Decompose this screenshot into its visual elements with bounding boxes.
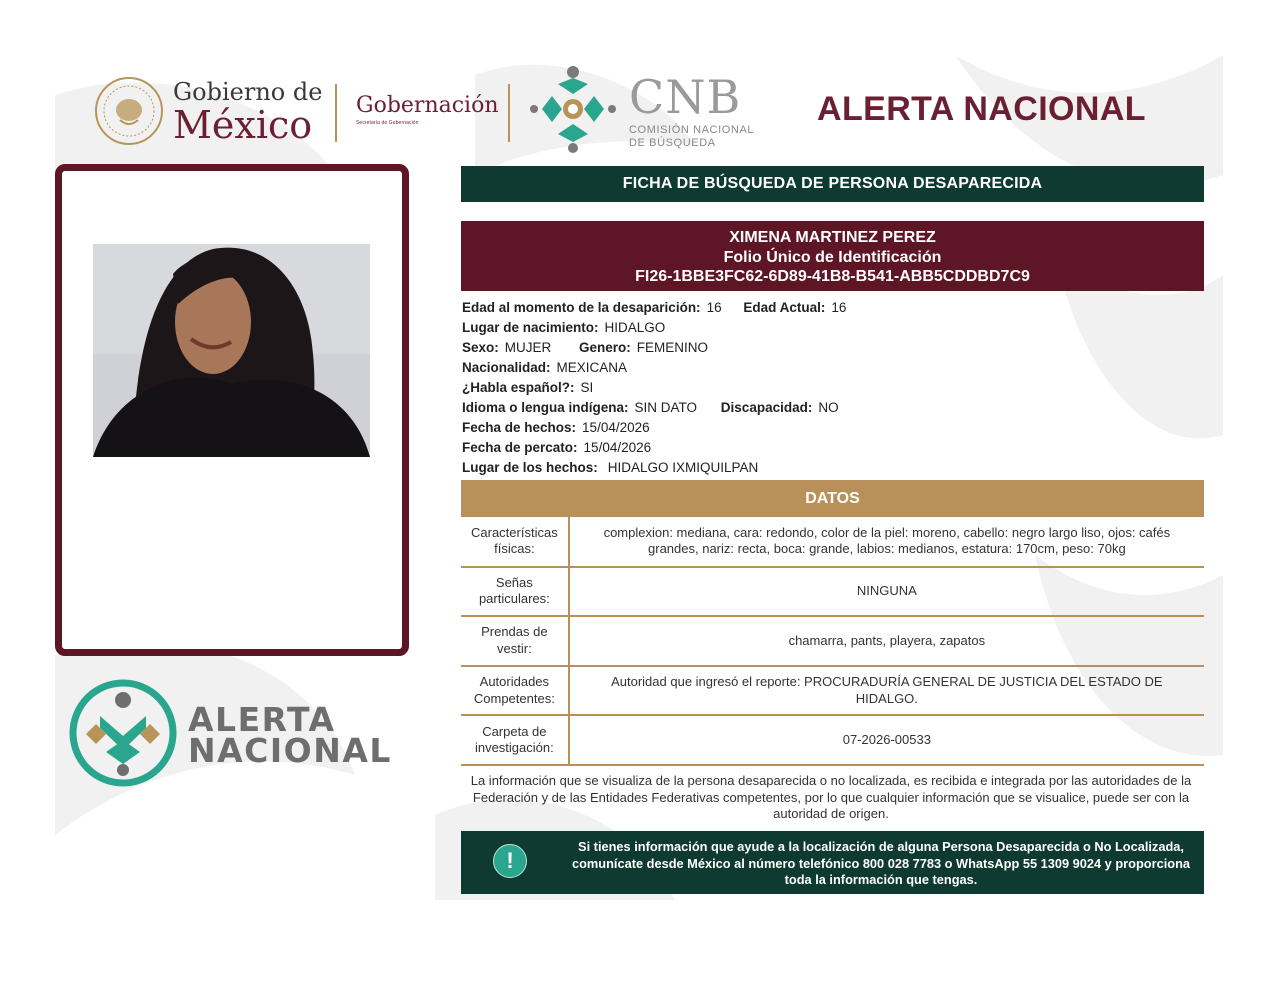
folio-label: Folio Único de Identificación xyxy=(723,248,942,266)
gobierno-de-mexico-logo xyxy=(173,78,323,147)
gobernacion-logo xyxy=(356,93,499,126)
genero-label: Genero: xyxy=(579,340,631,355)
datos-value: 07-2026-00533 xyxy=(569,715,1204,765)
edad-actual-value: 16 xyxy=(831,300,847,315)
contact-footer xyxy=(461,831,1204,894)
alerta-nacional-wordmark xyxy=(188,700,392,770)
edad-value: 16 xyxy=(706,300,722,315)
datos-value: chamarra, pants, playera, zapatos xyxy=(569,616,1204,666)
fecha-percato-label: Fecha de percato: xyxy=(462,440,578,455)
espanol-label: ¿Habla español?: xyxy=(462,380,575,395)
table-row xyxy=(461,517,1204,567)
lugar-hechos-label: Lugar de los hechos: xyxy=(462,460,598,475)
wordmark-line2: NACIONAL xyxy=(188,731,392,770)
disclaimer: La información que se visualiza de la persona desaparecida o no localizada, es recibida e integrada por las autoridades de la Federación y de las Entidades Federativas competentes, por lo que cualquier información que se visualice, puede ser con la autoridad de origen. xyxy=(470,773,1192,821)
gobierno-line2: México xyxy=(173,103,313,147)
alerta-nacional-title: ALERTA NACIONAL xyxy=(817,90,1146,128)
fecha-hechos-label: Fecha de hechos: xyxy=(462,420,577,435)
person-info xyxy=(462,298,846,478)
sexo-label: Sexo: xyxy=(462,340,499,355)
edad-label: Edad al momento de la desaparición: xyxy=(462,300,701,315)
fecha-hechos-value: 15/04/2026 xyxy=(582,420,650,435)
idioma-value: SIN DATO xyxy=(634,400,698,415)
datos-table xyxy=(461,517,1204,766)
nacimiento-label: Lugar de nacimiento: xyxy=(462,320,599,335)
datos-label: Características físicas: xyxy=(461,517,569,567)
gobernacion-name: Gobernación xyxy=(356,93,499,118)
sexo-value: MUJER xyxy=(504,340,552,355)
cnb-line2: DE BÚSQUEDA xyxy=(629,137,716,149)
fecha-percato-value: 15/04/2026 xyxy=(583,440,652,455)
nacionalidad-label: Nacionalidad: xyxy=(462,360,551,375)
escudo-nacional-icon xyxy=(94,76,164,146)
table-row xyxy=(461,567,1204,617)
datos-title: DATOS xyxy=(461,480,1204,517)
nacionalidad-value: MEXICANA xyxy=(556,360,628,375)
datos-value: complexion: mediana, cara: redondo, color de la piel: moreno, cabello: negro largo liso, ojos: cafés grandes, nariz: recta, boca: grande, labios: medianos, estatura: 170cm, peso: 70kg xyxy=(569,517,1204,567)
person-photo xyxy=(93,244,370,457)
datos-label: Señas particulares: xyxy=(461,567,569,617)
alerta-nacional-emblem-icon xyxy=(68,678,178,788)
idioma-label: Idioma o lengua indígena: xyxy=(462,400,629,415)
table-row xyxy=(461,666,1204,716)
datos-value: NINGUNA xyxy=(569,567,1204,617)
datos-label: Autoridades Competentes: xyxy=(461,666,569,716)
lugar-hechos-value: HIDALGO IXMIQUILPAN xyxy=(607,460,759,475)
wordmark-line1: ALERTA xyxy=(188,700,336,739)
cnb-emblem-icon xyxy=(528,64,618,154)
gobernacion-subtitle: Secretaría de Gobernación xyxy=(356,120,419,126)
cnb-line1: COMISIÓN NACIONAL xyxy=(629,124,755,136)
table-row xyxy=(461,616,1204,666)
cnb-acronym: CNB xyxy=(629,70,742,124)
datos-label: Prendas de vestir: xyxy=(461,616,569,666)
genero-value: FEMENINO xyxy=(636,340,709,355)
nacimiento-value: HIDALGO xyxy=(604,320,666,335)
espanol-value: SI xyxy=(580,380,594,395)
person-name: XIMENA MARTINEZ PEREZ xyxy=(729,229,936,246)
alert-icon: ! xyxy=(493,844,527,878)
datos-label: Carpeta de investigación: xyxy=(461,715,569,765)
cnb-logo xyxy=(629,70,755,150)
edad-actual-label: Edad Actual: xyxy=(743,300,826,315)
contact-text: Si tienes información que ayude a la localización de alguna Persona Desaparecida o No Localizada, comunícate desde México al número telefónico 800 028 7783 o WhatsApp 55 1309 9024 y proporciona toda la información que tengas. xyxy=(571,839,1191,887)
folio-value: FI26-1BBE3FC62-6D89-41B8-B541-ABB5CDDBD7C9 xyxy=(635,268,1030,285)
header-separator xyxy=(335,84,337,142)
ficha-title: FICHA DE BÚSQUEDA DE PERSONA DESAPARECIDA xyxy=(461,166,1204,202)
header-separator xyxy=(508,84,510,142)
discapacidad-value: NO xyxy=(818,400,839,415)
table-row xyxy=(461,715,1204,765)
datos-value: Autoridad que ingresó el reporte: PROCURADURÍA GENERAL DE JUSTICIA DEL ESTADO DE HIDALGO. xyxy=(569,666,1204,716)
person-header xyxy=(461,221,1204,291)
gobierno-line1: Gobierno de xyxy=(173,78,323,106)
discapacidad-label: Discapacidad: xyxy=(720,400,813,415)
